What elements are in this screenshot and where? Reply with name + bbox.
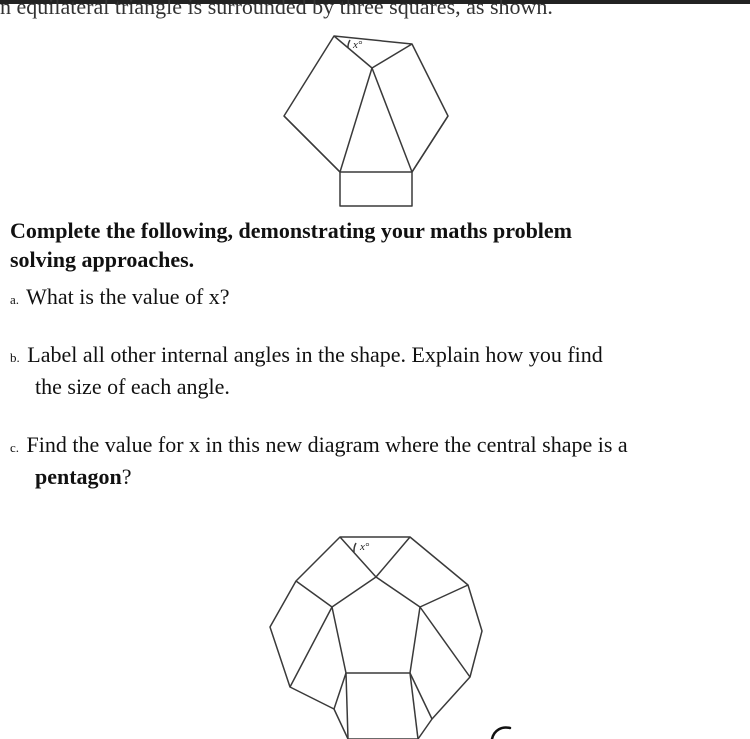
heading-line-1: Complete the following, demonstrating your maths problem <box>10 218 573 243</box>
question-c-line-2 <box>10 462 735 491</box>
triangle-squares-diagram <box>280 34 450 210</box>
right-square-edges <box>420 585 470 677</box>
heading-line-2: solving approaches. <box>10 247 195 272</box>
right-square-edge <box>412 116 448 172</box>
question-c <box>10 430 735 491</box>
question-b <box>10 340 735 401</box>
outer-outline <box>270 537 482 739</box>
question-c-line-1: Find the value for x in this new diagram where the central shape is a <box>26 432 628 457</box>
angle-arc <box>348 40 350 48</box>
question-c-marker: c. <box>10 440 20 455</box>
lower-left-edge <box>334 673 346 709</box>
pentagon-squares-diagram <box>260 527 485 739</box>
question-b-line-2: the size of each angle. <box>35 374 230 399</box>
triangle-squares-figure <box>280 34 450 210</box>
question-b-marker: b. <box>10 350 20 365</box>
angle-arc <box>354 543 356 552</box>
central-triangle <box>340 68 412 172</box>
question-a-marker: a. <box>10 292 20 307</box>
left-square-edge <box>284 116 340 172</box>
question-c-end: ? <box>121 464 132 489</box>
left-square-edges <box>290 581 332 687</box>
question-a <box>10 282 735 314</box>
question-b-line-1: Label all other internal angles in the shape. Explain how you find <box>27 342 603 367</box>
instruction-heading <box>10 216 710 274</box>
top-edges <box>334 36 412 68</box>
pentagon-word: pentagon <box>35 464 122 489</box>
intro-text: n equilateral triangle is surrounded by three squares, as shown. <box>0 0 553 19</box>
outer-outline <box>284 36 448 206</box>
question-a-text: What is the value of x? <box>26 284 230 309</box>
bottom-left-edge <box>346 673 348 739</box>
central-pentagon <box>332 577 420 673</box>
angle-x-label: x° <box>353 39 363 51</box>
angle-x-label: x° <box>360 541 370 553</box>
top-edges <box>340 537 410 577</box>
pen-scribble-mark <box>488 724 518 739</box>
pentagon-squares-figure <box>260 527 485 739</box>
